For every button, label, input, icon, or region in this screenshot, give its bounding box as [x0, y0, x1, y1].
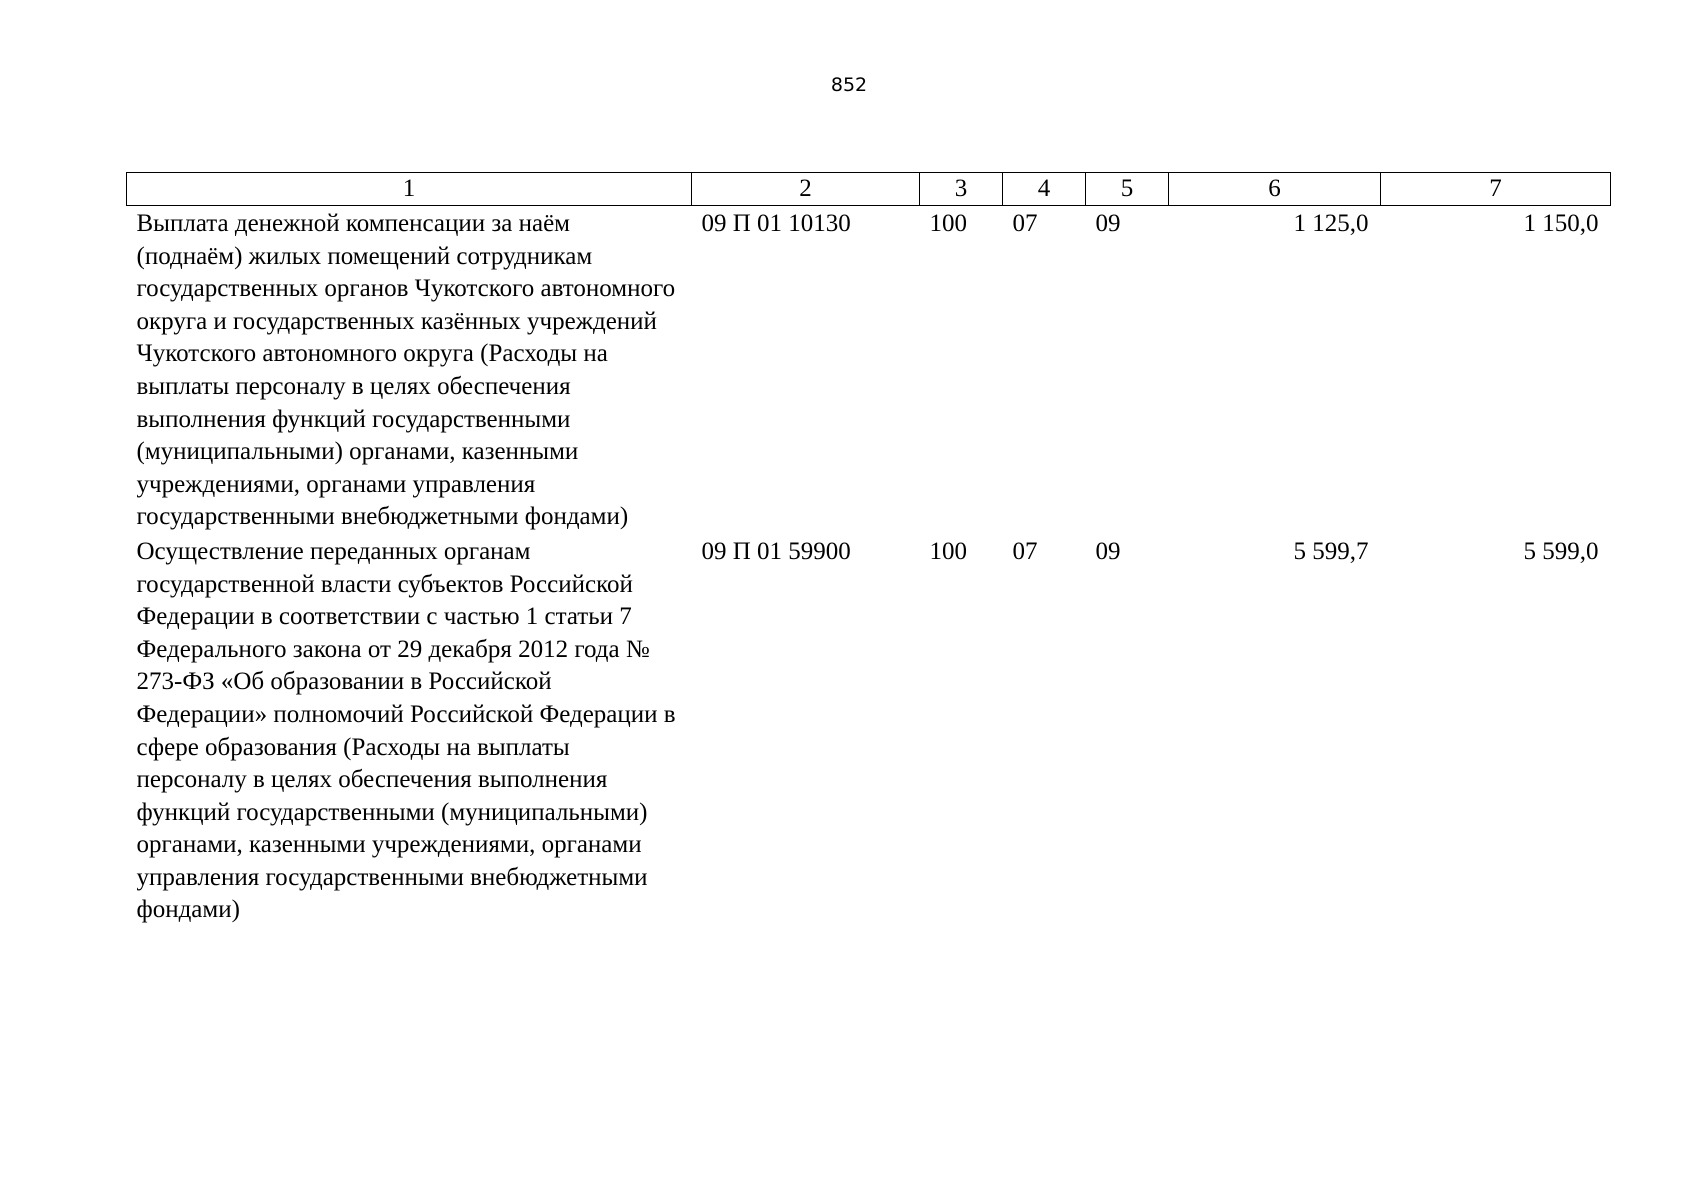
table-row — [127, 534, 1611, 927]
header-cell-6: 6 — [1169, 173, 1381, 206]
row-col-4: 07 — [1012, 537, 1038, 565]
row-col-6: 1 125,0 — [1293, 210, 1369, 237]
row-col-6: 5 599,7 — [1293, 537, 1369, 565]
page-number: 852 — [830, 74, 868, 96]
row-col-3: 100 — [929, 537, 967, 565]
row-code: 09 П 01 10130 — [701, 210, 851, 237]
header-cell-2: 2 — [692, 173, 920, 206]
row-code: 09 П 01 59900 — [701, 537, 851, 565]
row-col-7: 5 599,0 — [1523, 537, 1599, 565]
header-row — [127, 173, 1611, 206]
header-cell-5: 5 — [1086, 173, 1169, 206]
header-cell-4: 4 — [1003, 173, 1086, 206]
header-cell-1: 1 — [127, 173, 692, 206]
row-name: Осуществление переданных органам государственной власти субъектов Российской Федерации в соответствии с частью 1 статьи 7 Федерального закона от 29 декабря 2012 года № 273-ФЗ «Об образовании в Российской Федерации» полномочий Российской Федерации в сфере образования (Расходы на выплаты персоналу в целях обеспечения выполнения функций государственными (муниципальными) органами, казенными учреждениями, органами управления государственными внебюджетными фондами) — [136, 537, 676, 924]
table-body — [127, 206, 1611, 928]
budget-table — [126, 172, 1611, 927]
row-col-3: 100 — [929, 210, 967, 237]
row-col-5: 09 — [1095, 210, 1121, 237]
header-cell-7: 7 — [1381, 173, 1611, 206]
row-col-7: 1 150,0 — [1523, 210, 1599, 237]
header-cell-3: 3 — [920, 173, 1003, 206]
row-name: Выплата денежной компенсации за наём (поднаём) жилых помещений сотрудникам государственных органов Чукотского автономного округа и государственных казённых учреждений Чукотского автономного округа (Расходы на выплаты персоналу в целях обеспечения выполнения функций государственными (муниципальными) органами, казенными учреждениями, органами управления государственными внебюджетными фондами) — [136, 210, 676, 531]
table-header — [127, 173, 1611, 206]
budget-table-container — [126, 172, 1610, 927]
row-col-5: 09 — [1095, 537, 1121, 565]
table-row — [127, 206, 1611, 534]
row-col-4: 07 — [1012, 210, 1038, 237]
